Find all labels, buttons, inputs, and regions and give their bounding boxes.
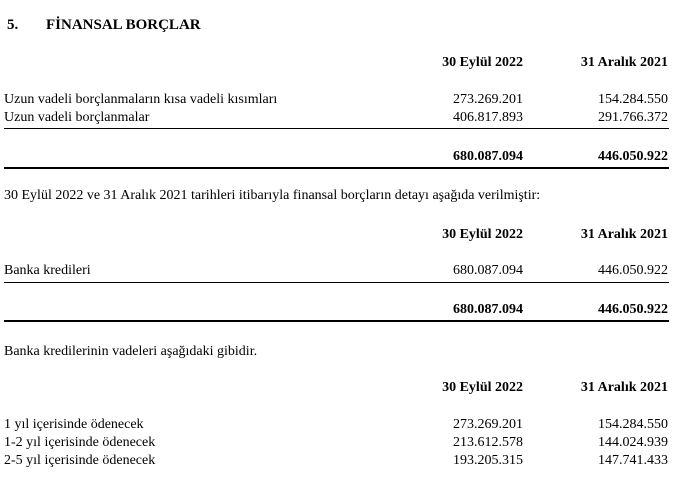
table2-col1-header: 30 Eylül 2022 [442, 227, 523, 242]
row-value-2022: 213.612.578 [453, 435, 523, 450]
row-value-2021: 144.024.939 [598, 435, 668, 450]
row-label: Uzun vadeli borçlanmalar [4, 110, 150, 125]
table2-total-2021: 446.050.922 [598, 302, 668, 317]
row-label: Banka kredileri [4, 263, 91, 278]
table1-total-2022: 680.087.094 [453, 149, 523, 164]
row-value-2021: 154.284.550 [598, 92, 668, 107]
row-value-2022: 273.269.201 [453, 92, 523, 107]
table3-col2-header: 31 Aralık 2021 [580, 380, 668, 395]
row-value-2022: 193.205.315 [453, 453, 523, 468]
row-value-2021: 446.050.922 [598, 263, 668, 278]
paragraph-detail: 30 Eylül 2022 ve 31 Aralık 2021 tarihleri itibarıyla finansal borçların detayı aşağıda verilmiştir: [4, 188, 541, 203]
total-divider [4, 320, 669, 322]
row-label: 1 yıl içerisinde ödenecek [4, 417, 144, 432]
section-title: FİNANSAL BORÇLAR [46, 17, 201, 33]
table3-col1-header: 30 Eylül 2022 [442, 380, 523, 395]
table1-col2-header: 31 Aralık 2021 [580, 55, 668, 70]
table1-col1-header: 30 Eylül 2022 [442, 55, 523, 70]
row-value-2022: 273.269.201 [453, 417, 523, 432]
row-value-2021: 154.284.550 [598, 417, 668, 432]
row-label: 1-2 yıl içerisinde ödenecek [4, 435, 156, 450]
paragraph-maturity: Banka kredilerinin vadeleri aşağıdaki gibidir. [4, 344, 258, 359]
total-divider [4, 167, 669, 169]
table2-col2-header: 31 Aralık 2021 [580, 227, 668, 242]
row-label: 2-5 yıl içerisinde ödenecek [4, 453, 156, 468]
divider [4, 282, 669, 283]
table2-total-2022: 680.087.094 [453, 302, 523, 317]
section-number: 5. [7, 17, 19, 33]
row-value-2022: 406.817.893 [453, 110, 523, 125]
row-label: Uzun vadeli borçlanmaların kısa vadeli kısımları [4, 92, 278, 107]
divider [4, 128, 669, 129]
row-value-2021: 147.741.433 [598, 453, 668, 468]
row-value-2021: 291.766.372 [598, 110, 668, 125]
row-value-2022: 680.087.094 [453, 263, 523, 278]
table1-total-2021: 446.050.922 [598, 149, 668, 164]
